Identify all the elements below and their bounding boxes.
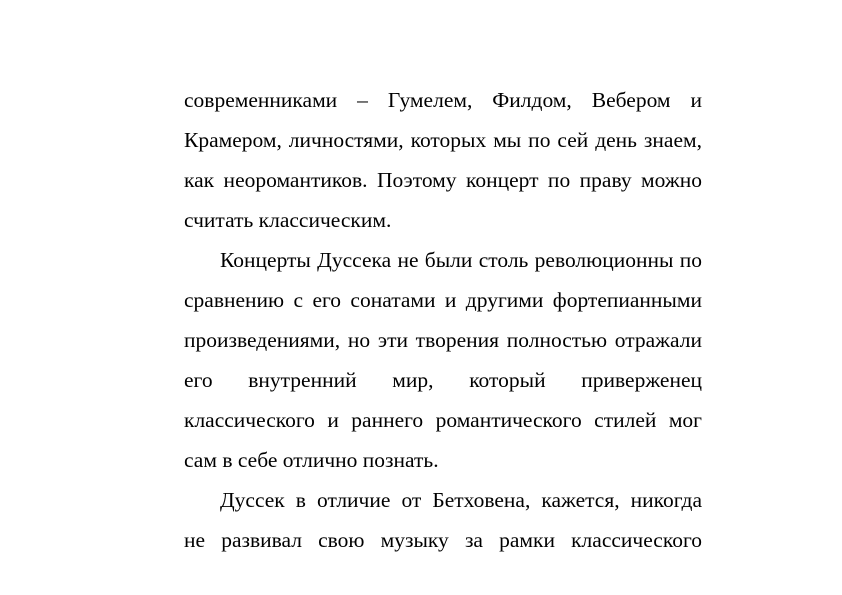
text-line: как неоромантиков. Поэтому концерт по праву можно bbox=[184, 168, 702, 192]
text-line: классического и раннего романтического стилей мог bbox=[184, 408, 702, 432]
text-line: не развивал свою музыку за рамки классического bbox=[184, 528, 702, 552]
paragraph-2 bbox=[184, 240, 702, 480]
text-line: Концерты Дуссека не были столь революционны по bbox=[220, 248, 702, 272]
text-line: его внутренний мир, который приверженец bbox=[184, 368, 702, 392]
text-line: считать классическим. bbox=[184, 208, 392, 232]
text-line: Дуссек в отличие от Бетховена, кажется, никогда bbox=[220, 488, 702, 512]
text-line: сравнению с его сонатами и другими фортепианными bbox=[184, 288, 702, 312]
paragraph-1 bbox=[184, 80, 702, 240]
document-body bbox=[184, 80, 702, 560]
text-line: сам в себе отлично познать. bbox=[184, 448, 439, 472]
paragraph-3 bbox=[184, 480, 702, 560]
text-line: Крамером, личностями, которых мы по сей день знаем, bbox=[184, 128, 702, 152]
text-line: произведениями, но эти творения полностью отражали bbox=[184, 328, 702, 352]
text-line: современниками – Гумелем, Филдом, Вебером и bbox=[184, 88, 702, 112]
